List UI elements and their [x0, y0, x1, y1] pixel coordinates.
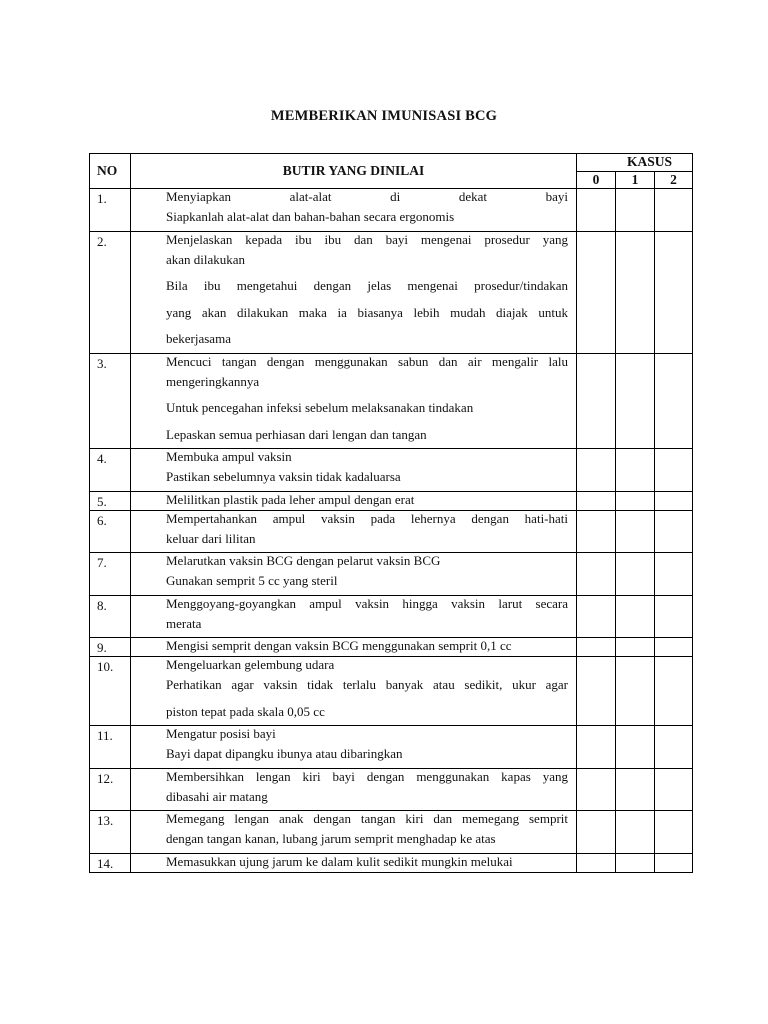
kasus-2-cell[interactable] [655, 189, 693, 232]
kasus-1-cell[interactable] [616, 595, 655, 638]
item-text-line: Mengisi semprit dengan vaksin BCG menggunakan semprit 0,1 cc [166, 638, 512, 653]
item-text-line: keluar dari lilitan [166, 530, 256, 546]
header-no: NO [90, 154, 131, 189]
kasus-2-cell[interactable] [655, 553, 693, 596]
header-kasus: KASUS [577, 154, 693, 172]
item-text-line: akan dilakukan [166, 251, 246, 267]
row-number: 7. [90, 553, 131, 596]
kasus-0-cell[interactable] [577, 353, 616, 449]
row-item [131, 553, 577, 596]
row-item [131, 768, 577, 811]
kasus-0-cell[interactable] [577, 449, 616, 492]
item-text-line: Lepaskan semua perhiasan dari lengan dan tangan [166, 426, 427, 442]
kasus-1-cell[interactable] [616, 657, 655, 726]
row-item [131, 231, 577, 353]
table-row [90, 768, 693, 811]
item-text-line: dengan tangan kanan, lubang jarum semprit menghadap ke atas [166, 831, 496, 846]
item-text-line: Bayi dapat dipangku ibunya atau dibaringkan [166, 746, 403, 761]
item-text-line: Mengeluarkan gelembung udara [166, 657, 335, 672]
item-text-line: Memegang lengan anak dengan tangan kiri dan memegang semprit [166, 811, 568, 826]
row-item [131, 449, 577, 492]
kasus-0-cell[interactable] [577, 510, 616, 553]
row-item [131, 491, 577, 510]
item-text-line: Perhatikan agar vaksin tidak terlalu banyak atau sedikit, ukur agar [166, 677, 568, 692]
row-number: 3. [90, 353, 131, 449]
item-text-line: Mempertahankan ampul vaksin pada lehernya dengan hati-hati [166, 510, 568, 526]
header-kasus-1: 1 [616, 172, 655, 189]
item-text-line: Untuk pencegahan infeksi sebelum melaksanakan tindakan [166, 400, 474, 415]
header-item: BUTIR YANG DINILAI [131, 154, 577, 189]
table-row [90, 595, 693, 638]
page-title: MEMBERIKAN IMUNISASI BCG [270, 108, 498, 124]
item-text-line: Melilitkan plastik pada leher ampul dengan erat [166, 491, 415, 507]
kasus-2-cell[interactable] [655, 491, 693, 510]
item-text-line: piston tepat pada skala 0,05 cc [166, 703, 325, 719]
kasus-2-cell[interactable] [655, 595, 693, 638]
item-text-line: Gunakan semprit 5 cc yang steril [166, 573, 338, 588]
kasus-2-cell[interactable] [655, 449, 693, 492]
row-item [131, 811, 577, 854]
kasus-1-cell[interactable] [616, 638, 655, 657]
kasus-0-cell[interactable] [577, 811, 616, 854]
row-item [131, 510, 577, 553]
kasus-1-cell[interactable] [616, 768, 655, 811]
kasus-0-cell[interactable] [577, 768, 616, 811]
item-text-line: Membuka ampul vaksin [166, 449, 292, 464]
item-text-line: Melarutkan vaksin BCG dengan pelarut vaksin BCG [166, 553, 441, 568]
item-text-line: Menjelaskan kepada ibu ibu dan bayi mengenai prosedur yang [166, 231, 568, 247]
item-text-line: Mengatur posisi bayi [166, 726, 276, 741]
table-row [90, 449, 693, 492]
item-text-line: yang akan dilakukan maka ia biasanya lebih mudah diajak untuk [166, 304, 568, 320]
table-row [90, 491, 693, 510]
table-row [90, 638, 693, 657]
kasus-0-cell[interactable] [577, 657, 616, 726]
kasus-2-cell[interactable] [655, 231, 693, 353]
row-item [131, 657, 577, 726]
table-row [90, 657, 693, 726]
item-text-line: mengeringkannya [166, 373, 260, 389]
kasus-2-cell[interactable] [655, 811, 693, 854]
row-number: 1. [90, 189, 131, 232]
kasus-1-cell[interactable] [616, 811, 655, 854]
item-text-line: Mencuci tangan dengan menggunakan sabun dan air mengalir lalu [166, 353, 568, 369]
kasus-1-cell[interactable] [616, 449, 655, 492]
kasus-2-cell[interactable] [655, 353, 693, 449]
row-item [131, 853, 577, 872]
row-number: 4. [90, 449, 131, 492]
kasus-0-cell[interactable] [577, 553, 616, 596]
item-text-line: merata [166, 615, 202, 631]
row-number: 8. [90, 595, 131, 638]
item-text-line: Menggoyang-goyangkan ampul vaksin hingga vaksin larut secara [166, 595, 568, 611]
row-item [131, 638, 577, 657]
item-text-line: dibasahi air matang [166, 788, 268, 804]
item-text-line: Pastikan sebelumnya vaksin tidak kadaluarsa [166, 469, 401, 484]
table-row [90, 510, 693, 553]
table-row [90, 726, 693, 769]
table-row [90, 231, 693, 353]
row-item [131, 726, 577, 769]
item-text-line: Menyiapkan alat-alat di dekat bayi [166, 189, 568, 204]
table-row [90, 189, 693, 232]
row-number: 6. [90, 510, 131, 553]
table-row [90, 353, 693, 449]
row-number: 14. [90, 853, 131, 872]
kasus-1-cell[interactable] [616, 231, 655, 353]
row-item [131, 189, 577, 232]
kasus-1-cell[interactable] [616, 853, 655, 872]
header-kasus-2: 2 [655, 172, 693, 189]
kasus-1-cell[interactable] [616, 726, 655, 769]
kasus-2-cell[interactable] [655, 638, 693, 657]
kasus-0-cell[interactable] [577, 595, 616, 638]
kasus-2-cell[interactable] [655, 510, 693, 553]
kasus-2-cell[interactable] [655, 726, 693, 769]
kasus-1-cell[interactable] [616, 353, 655, 449]
header-kasus-0: 0 [577, 172, 616, 189]
item-text-line: Siapkanlah alat-alat dan bahan-bahan secara ergonomis [166, 209, 455, 224]
item-text-line: Bila ibu mengetahui dengan jelas mengenai prosedur/tindakan [166, 278, 568, 293]
kasus-1-cell[interactable] [616, 491, 655, 510]
item-text-line: Memasukkan ujung jarum ke dalam kulit sedikit mungkin melukai [166, 853, 513, 869]
row-number: 2. [90, 231, 131, 353]
kasus-0-cell[interactable] [577, 491, 616, 510]
table-row [90, 853, 693, 872]
kasus-0-cell[interactable] [577, 189, 616, 232]
table-row [90, 553, 693, 596]
kasus-2-cell[interactable] [655, 657, 693, 726]
row-number: 5. [90, 491, 131, 510]
kasus-0-cell[interactable] [577, 853, 616, 872]
item-text-line: bekerjasama [166, 331, 231, 346]
kasus-1-cell[interactable] [616, 510, 655, 553]
row-item [131, 353, 577, 449]
kasus-0-cell[interactable] [577, 726, 616, 769]
kasus-0-cell[interactable] [577, 231, 616, 353]
kasus-2-cell[interactable] [655, 768, 693, 811]
kasus-1-cell[interactable] [616, 553, 655, 596]
row-number: 12. [90, 768, 131, 811]
kasus-2-cell[interactable] [655, 853, 693, 872]
assessment-table [89, 153, 693, 873]
row-number: 13. [90, 811, 131, 854]
row-number: 11. [90, 726, 131, 769]
kasus-0-cell[interactable] [577, 638, 616, 657]
row-number: 10. [90, 657, 131, 726]
item-text-line: Membersihkan lengan kiri bayi dengan menggunakan kapas yang [166, 768, 568, 784]
kasus-1-cell[interactable] [616, 189, 655, 232]
row-number: 9. [90, 638, 131, 657]
table-row [90, 811, 693, 854]
row-item [131, 595, 577, 638]
